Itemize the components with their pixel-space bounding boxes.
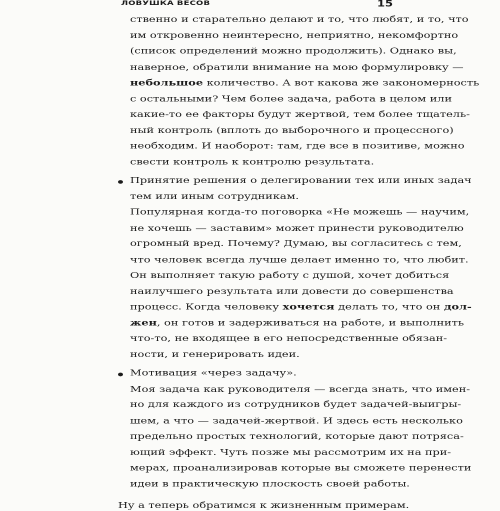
text-line: жен, он готов и задерживаться на работе, и выполнить <box>130 317 465 328</box>
text-line: что человек всегда лучше делает именно то, что любит. <box>130 255 469 265</box>
bold-word: дол- <box>443 301 472 312</box>
closing-sentence: Ну а теперь обратимся к жизненным примерам. <box>118 500 410 511</box>
text-line: что-то, не входящее в его непосредственные обязан- <box>130 333 448 344</box>
text-line: Принятие решения о делегировании тех или иных задач <box>130 175 472 186</box>
text-line: Мотивация «через задачу». <box>130 368 297 378</box>
text-line: свести контроль к контролю результата. <box>130 157 375 167</box>
text-line: огромный вред. Почему? Думаю, вы согласитесь с тем, <box>130 238 462 249</box>
text-line: ющий эффект. Чуть позже мы рассмотрим их на при- <box>130 447 452 458</box>
text-line: идеи в практическую плоскость своей работы. <box>130 479 410 489</box>
text-line: небольшое количество. А вот какова же закономерность <box>130 77 480 88</box>
bold-word: хочется <box>282 301 335 312</box>
text-line: им откровенно неинтересно, неприятно, некомфортно <box>130 30 459 41</box>
text-line: наилучшего результата или довести до совершенства <box>130 286 454 297</box>
text-line: Популярная когда-то поговорка «Не можешь — научим, <box>130 207 470 217</box>
text-line: наверное, обратили внимание на мою формулировку — <box>130 62 464 73</box>
bullet-icon <box>118 180 123 184</box>
text-line: ности, и генерировать идеи. <box>130 349 300 360</box>
text-line: предельно простых технологий, которые дают потряса- <box>130 431 464 441</box>
text-line: Он выполняет такую работу с душой, хочет добиться <box>130 270 450 281</box>
text-line: тем или иным сотрудникам. <box>130 191 300 202</box>
text-line: с остальными? Чем более задача, работа в целом или <box>130 94 452 104</box>
text-line: Моя задача как руководителя — всегда знать, что имен- <box>130 384 471 394</box>
text-line: какие-то ее факторы будут жертвой, тем более тщатель- <box>130 109 470 120</box>
text-line: шем, а что — задачей-жертвой. И здесь есть несколько <box>130 416 463 426</box>
running-head <box>121 0 393 10</box>
bold-word: небольшое <box>130 77 204 88</box>
text-line: необходим. И наоборот: там, где все в позитиве, можно <box>130 141 465 151</box>
text-line: ственно и старательно делают и то, что любят, и то, что <box>130 14 469 25</box>
text-line: процесс. Когда человеку хочется делать то, что он дол- <box>130 301 472 312</box>
text-line: мерах, проанализировав которые вы сможете перенести <box>130 463 472 473</box>
text-line: (список определений можно продолжить). Однако вы, <box>130 46 457 56</box>
bold-word: жен <box>130 317 157 328</box>
running-head-title: ЛОВУШКА ВЕСОВ <box>121 0 211 8</box>
text-line: не хочешь — заставим» может принести руководителю <box>130 223 464 233</box>
text-line: но для каждого из сотрудников будет задачей-выигры- <box>130 399 462 410</box>
page-number: 15 <box>376 0 393 9</box>
text-line: ный контроль (вплоть до выборочного и процессного) <box>130 125 454 136</box>
bullet-icon <box>118 373 123 377</box>
